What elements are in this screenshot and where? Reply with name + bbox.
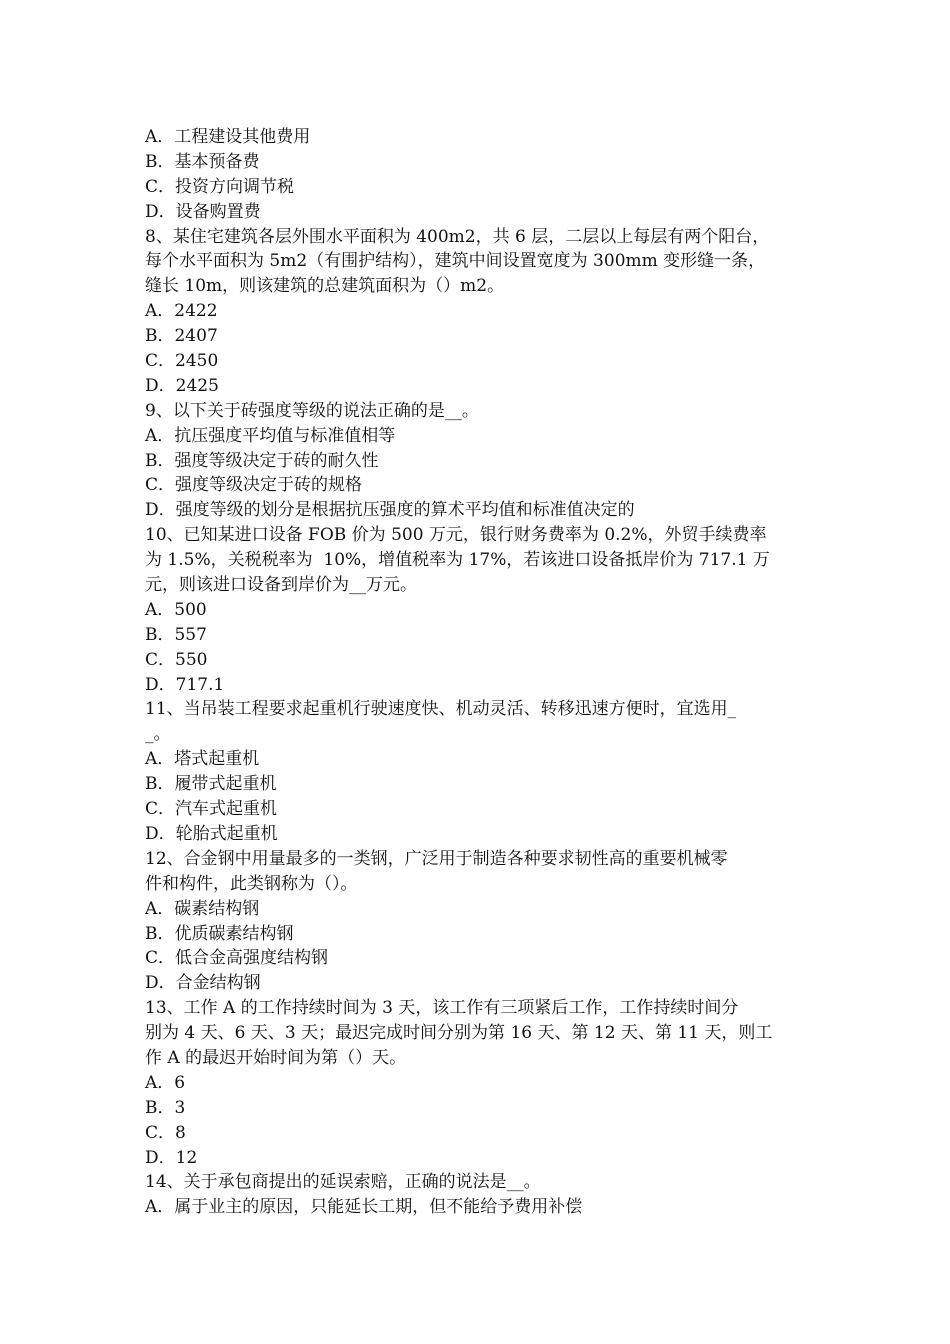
text-line: D．强度等级的划分是根据抗压强度的算术平均值和标准值决定的 — [145, 500, 635, 521]
text-line: A．2422 — [145, 301, 218, 322]
text-line: _。 — [145, 724, 171, 745]
text-line: 9、以下关于砖强度等级的说法正确的是__。 — [145, 400, 479, 421]
text-line: 14、关于承包商提出的延误索赔，正确的说法是__。 — [145, 1172, 541, 1193]
text-line: 13、工作 A 的工作持续时间为 3 天，该工作有三项紧后工作，工作持续时间分 — [145, 998, 739, 1019]
text-line: C．汽车式起重机 — [145, 799, 278, 820]
text-line: 每个水平面积为 5m2（有围护结构），建筑中间设置宽度为 300mm 变形缝一条， — [145, 251, 766, 272]
text-line: B．基本预备费 — [145, 151, 260, 172]
text-line: B．强度等级决定于砖的耐久性 — [145, 450, 379, 471]
text-line: A．碳素结构钢 — [145, 898, 260, 919]
text-line: B．履带式起重机 — [145, 774, 277, 795]
text-line: C．8 — [145, 1122, 186, 1143]
text-line: D．轮胎式起重机 — [145, 823, 278, 844]
text-line: B．优质碳素结构钢 — [145, 923, 294, 944]
text-line: 12、合金钢中用量最多的一类钢，广泛用于制造各种要求韧性高的重要机械零 — [145, 848, 728, 869]
text-line: 11、当吊装工程要求起重机行驶速度快、机动灵活、转移迅速方便时，宜选用_ — [145, 699, 737, 720]
text-line: A．工程建设其他费用 — [145, 127, 311, 147]
text-line: D．12 — [145, 1147, 198, 1168]
text-line: D．设备购置费 — [145, 201, 261, 222]
text-line: A．属于业主的原因，只能延长工期，但不能给予费用补偿 — [145, 1197, 583, 1218]
text-line: 为 1.5%，关税税率为 10%，增值税率为 17%，若该进口设备抵岸价为 717.1 万 — [145, 550, 770, 571]
text-line: A．6 — [145, 1072, 186, 1093]
text-line: 8、某住宅建筑各层外围水平面积为 400m2，共 6 层，二层以上每层有两个阳台， — [145, 226, 770, 247]
text-line: A．塔式起重机 — [145, 749, 260, 770]
text-line: C．2450 — [145, 351, 219, 372]
text-line: C．强度等级决定于砖的规格 — [145, 475, 363, 496]
text-line: B．2407 — [145, 326, 218, 347]
text-line: B．3 — [145, 1097, 186, 1118]
text-line: 缝长 10m，则该建筑的总建筑面积为（）m2。 — [145, 276, 505, 297]
text-line: C．投资方向调节税 — [145, 176, 295, 197]
text-line: 件和构件，此类钢称为（）。 — [145, 873, 358, 894]
text-line: 作 A 的最迟开始时间为第（）天。 — [145, 1047, 407, 1068]
text-line: B．557 — [145, 624, 207, 645]
text-line: D．合金结构钢 — [145, 973, 261, 994]
question-text-block — [145, 125, 815, 1220]
text-line: D．2425 — [145, 375, 219, 396]
text-line: A．500 — [145, 599, 207, 620]
text-line: 10、已知某进口设备 FOB 价为 500 万元，银行财务费率为 0.2%，外贸手续费率 — [145, 525, 767, 546]
text-line: C．低合金高强度结构钢 — [145, 948, 329, 969]
text-line: C．550 — [145, 649, 208, 670]
text-line: 别为 4 天、6 天、3 天；最迟完成时间分别为第 16 天、第 12 天、第 11 天，则工 — [145, 1023, 773, 1044]
text-line: A．抗压强度平均值与标准值相等 — [145, 425, 396, 446]
text-line: 元，则该进口设备到岸价为__万元。 — [145, 575, 417, 596]
text-line: D．717.1 — [145, 674, 225, 695]
